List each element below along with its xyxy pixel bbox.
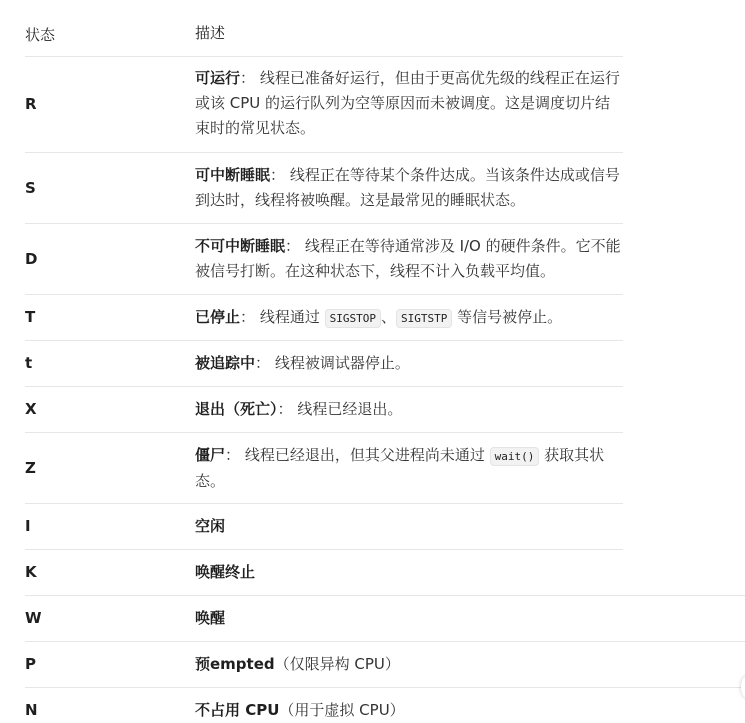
state-term: 可运行 [195,69,241,87]
table-row [25,688,745,723]
table-header [25,0,623,57]
state-code: t [25,354,33,372]
table-row [25,57,623,153]
state-description: 被追踪中： 线程被调试器停止。 [195,354,410,372]
state-term: 不占用 CPU [195,701,280,719]
state-code: D [25,250,38,268]
state-code: T [25,308,36,326]
state-description: 不占用 CPU（用于虚拟 CPU） [195,701,405,719]
state-term: 空闲 [195,517,226,535]
state-code: R [25,95,37,113]
state-term: 不可中断睡眠 [195,237,286,255]
table-row [25,550,745,596]
table-row [25,295,623,341]
state-term: 退出（死亡） [195,400,278,418]
table-row [25,387,623,433]
table-row [25,596,745,642]
state-term: 已停止 [195,308,241,326]
state-description: 预empted（仅限异构 CPU） [195,655,400,673]
table-row [25,224,623,295]
state-description [195,560,623,585]
signal-code: SIGSTOP [325,309,381,328]
state-description: 可运行： 线程已准备好运行，但由于更高优先级的线程正在运行或该 CPU 的运行队列为空等原因而未被调度。这是调度切片结束时的常见状态。 [195,69,620,137]
state-term: 被追踪中 [195,354,256,372]
state-term: 预empted [195,655,275,673]
state-description: 僵尸： 线程已经退出，但其父进程尚未通过 wait() 获取其状态。 [195,446,605,490]
state-term: 僵尸 [195,446,226,464]
state-code: P [25,655,36,673]
signal-code: SIGTSTP [396,309,452,328]
state-term: 唤醒终止 [195,563,256,581]
table-row [25,341,623,387]
table-row [25,433,623,504]
function-code: wait() [490,447,540,466]
state-term: 可中断睡眠 [195,166,271,184]
header-description: 描述 [195,24,226,42]
state-term: 唤醒 [195,609,226,627]
state-code: K [25,563,37,581]
state-code: W [25,609,42,627]
table-row [25,153,623,224]
table-row [25,642,745,688]
state-description: 不可中断睡眠： 线程正在等待通常涉及 I/O 的硬件条件。它不能被信号打断。在这种状态下，线程不计入负载平均值。 [195,237,621,280]
state-description: 已停止： 线程通过 SIGSTOP 、 SIGTSTP 等信号被停止。 [195,308,563,326]
state-code: S [25,179,36,197]
state-code: X [25,400,37,418]
state-description [195,514,623,539]
state-code: I [25,517,31,535]
table-row [25,504,623,550]
state-code: N [25,701,38,719]
state-code: Z [25,459,36,477]
header-state: 状态 [25,26,56,44]
state-description [195,606,623,631]
state-description: 可中断睡眠： 线程正在等待某个条件达成。当该条件达成或信号到达时，线程将被唤醒。这是最常见的睡眠状态。 [195,166,620,209]
state-description: 退出（死亡）： 线程已经退出。 [195,400,403,418]
